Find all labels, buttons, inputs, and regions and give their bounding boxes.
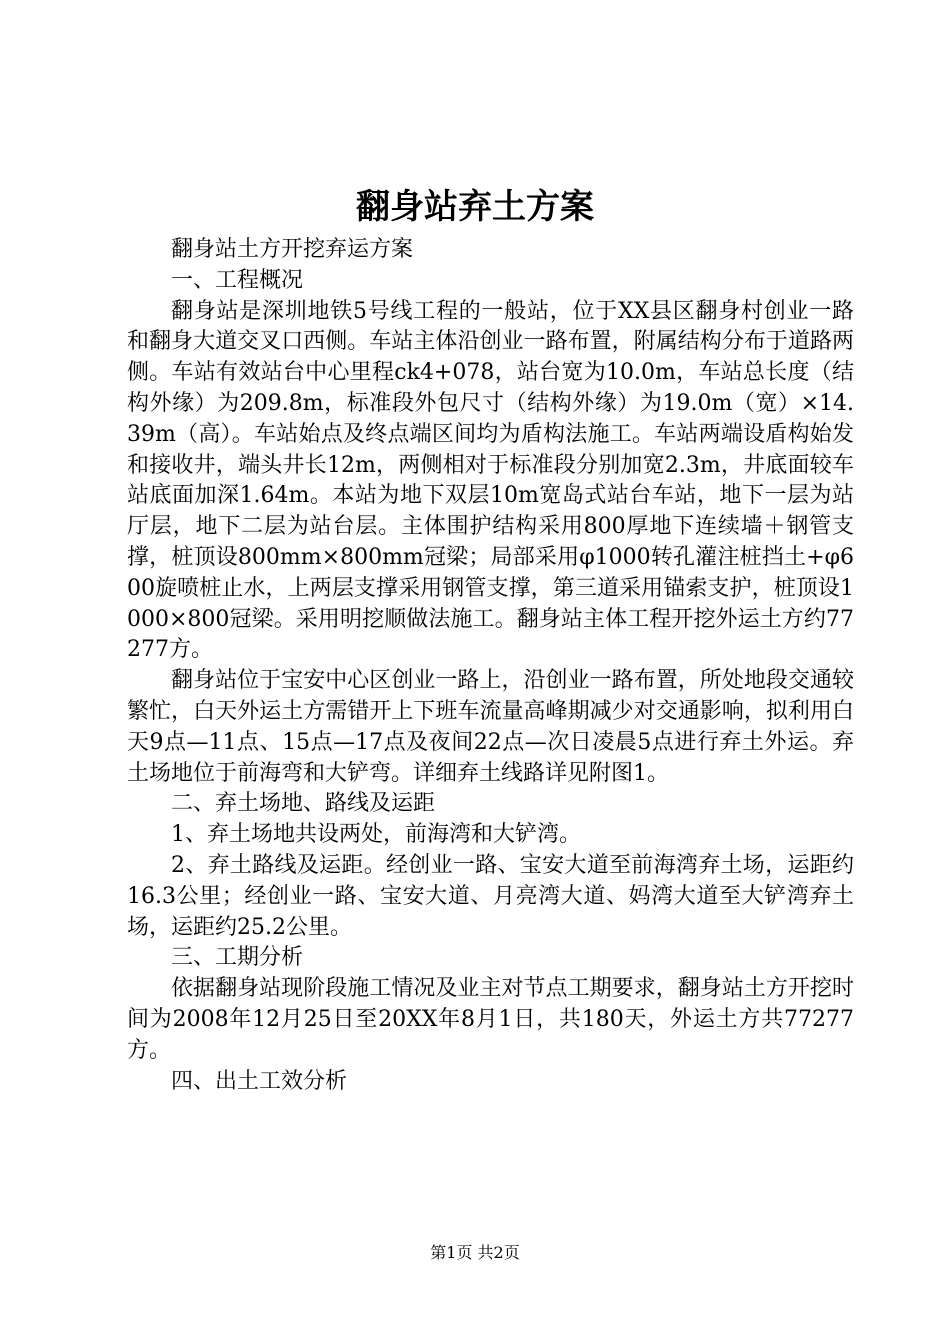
document-title: 翻身站弃土方案 (356, 187, 594, 227)
body-paragraph: 翻身站位于宝安中心区创业一路上，沿创业一路布置，所处地段交通较繁忙，白天外运土方需错开上下班车流量高峰期减少对交通影响，拟利用白天9点—11点、15点—17点及夜间22点—次日凌晨5点进行弃土外运。弃土场地位于前海弯和大铲弯。详细弃土线路详见附图1。 (127, 668, 854, 786)
body-paragraph: 依据翻身站现阶段施工情况及业主对节点工期要求，翻身站土方开挖时间为2008年12月25日至20XX年8月1日，共180天，外运土方共77277方。 (127, 976, 854, 1063)
section-heading: 一、工程概况 (171, 267, 304, 293)
section-heading: 二、弃土场地、路线及运距 (171, 791, 436, 817)
document-body (127, 235, 854, 1097)
section-heading: 三、工期分析 (171, 945, 304, 971)
page-footer: 第1页 共2页 (430, 1243, 520, 1262)
subtitle-paragraph: 翻身站土方开挖弃运方案 (171, 237, 414, 262)
body-paragraph: 1、弃土场地共设两处，前海湾和大铲湾。 (171, 822, 581, 848)
body-paragraph: 翻身站是深圳地铁5号线工程的一般站，位于XX县区翻身村创业一路和翻身大道交叉口西侧。车站主体沿创业一路布置，附属结构分布于道路两侧。车站有效站台中心里程ck4+078，站台宽为10.0m，车站总长度（结构外缘）为209.8m，标准段外包尺寸（结构外缘）为19.0m（宽）×14.39m（高）。车站始点及终点端区间均为盾构法施工。车站两端设盾构始发和接收井，端头井长12m，两侧相对于标准段分别加宽2.3m，井底面较车站底面加深1.64m。本站为地下双层10m宽岛式站台车站，地下一层为站厅层，地下二层为站台层。主体围护结构采用800厚地下连续墙＋钢管支撑，桩顶设800mm×800mm冠梁；局部采用φ1000转孔灌注桩挡土+φ600旋喷桩止水，上两层支撑采用钢管支撑，第三道采用锚索支护，桩顶设1000×800冠梁。采用明挖顺做法施工。翻身站主体工程开挖外运土方约77277方。 (127, 298, 854, 663)
body-paragraph: 2、弃土路线及运距。经创业一路、宝安大道至前海湾弃土场，运距约16.3公里；经创业一路、宝安大道、月亮湾大道、妈湾大道至大铲湾弃土场，运距约25.2公里。 (127, 852, 854, 940)
section-heading: 四、出土工效分析 (171, 1068, 348, 1094)
